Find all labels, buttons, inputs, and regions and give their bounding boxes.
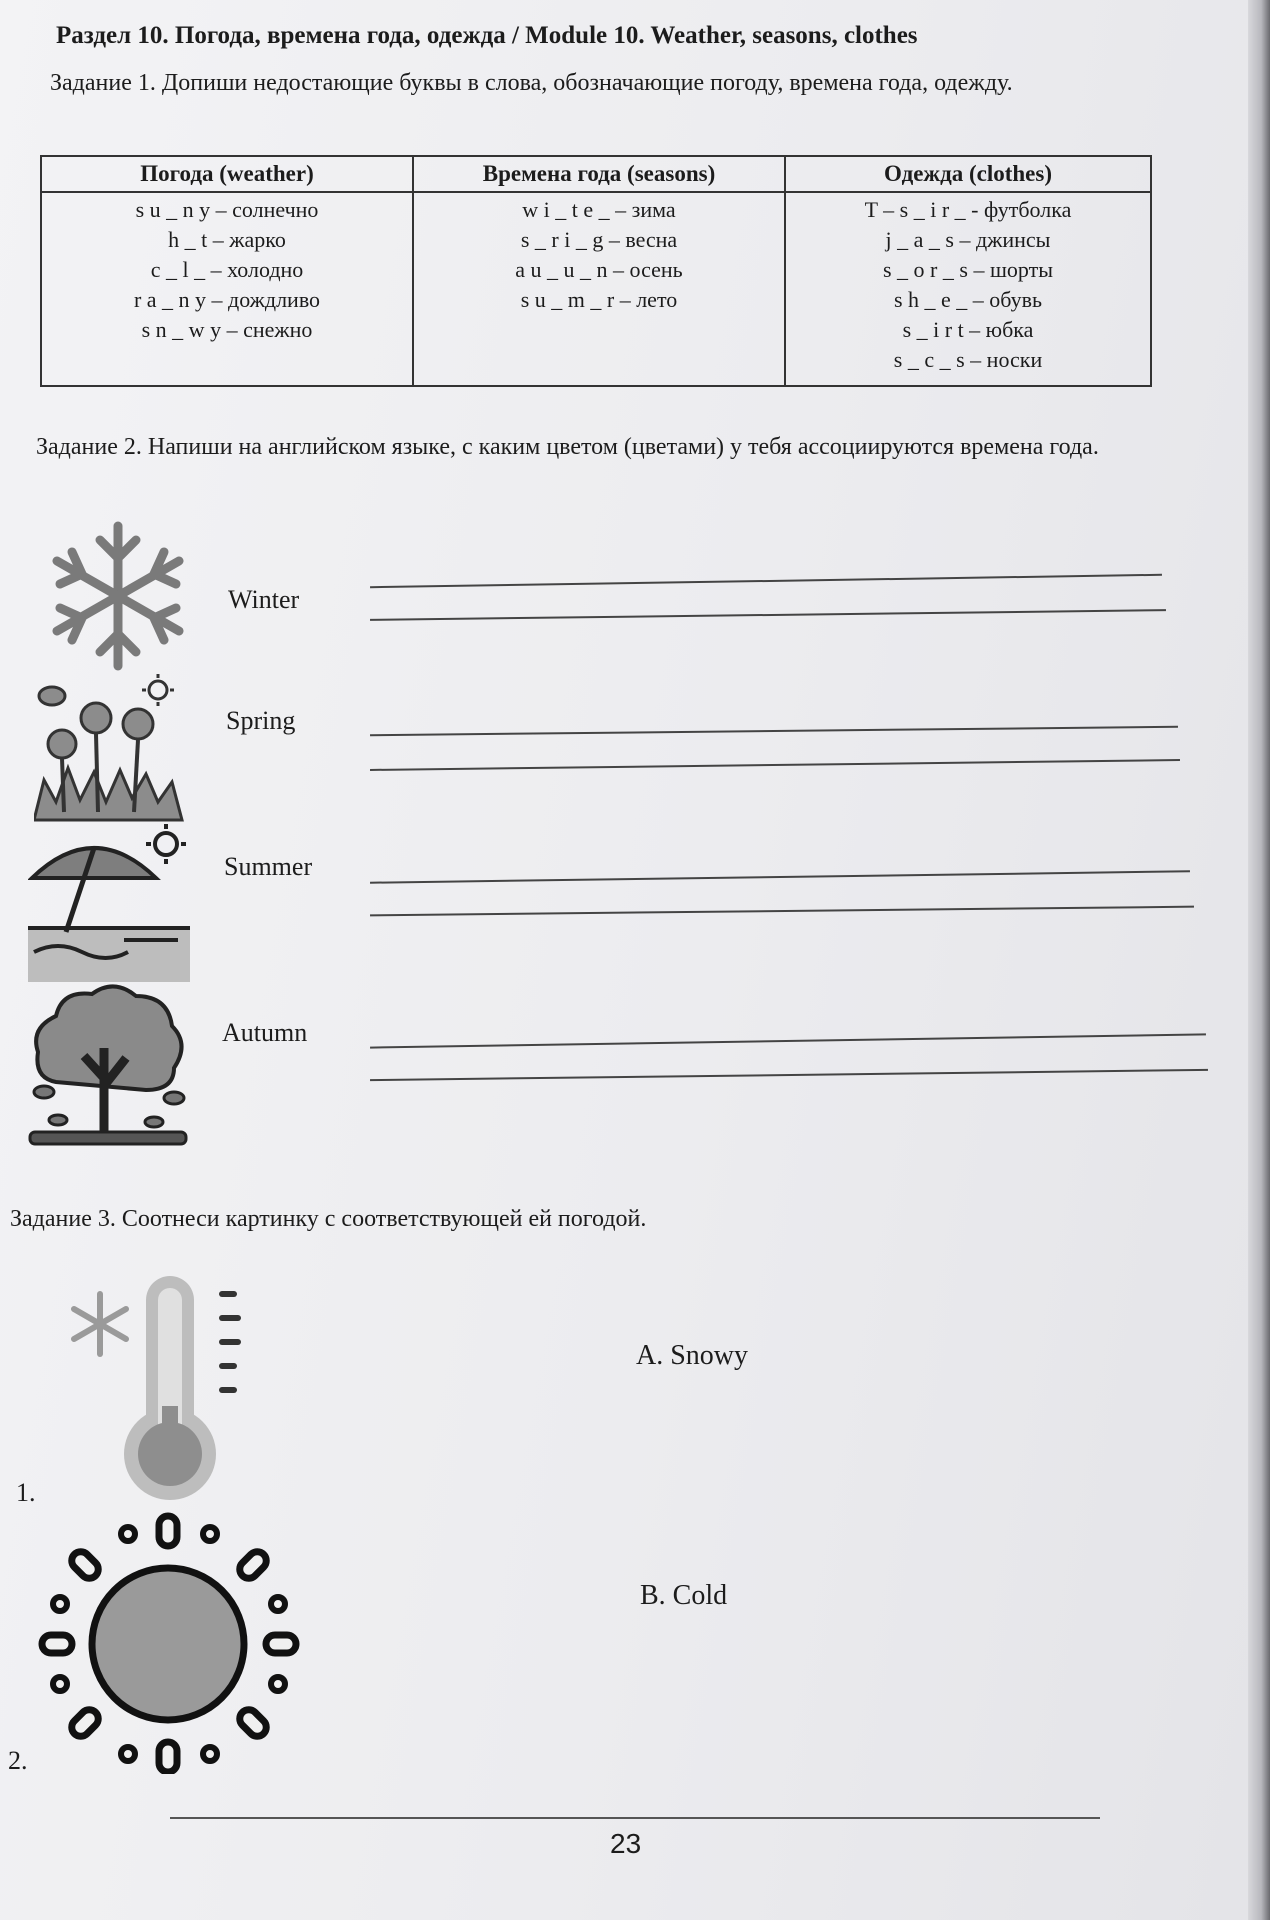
answer-line[interactable]	[370, 870, 1190, 883]
footer-divider	[170, 1817, 1100, 1819]
table-cell: c _ l _ – холодно	[150, 257, 304, 282]
table-cell: h _ t – жарко	[168, 227, 286, 252]
task2-instructions: Задание 2. Напиши на английском языке, с каким цветом (цветами) у тебя ассоциируются времена года.	[36, 434, 1099, 460]
section-heading: Раздел 10. Погода, времена года, одежда / Module 10. Weather, seasons, clothes	[56, 22, 918, 49]
table-header: Времена года (seasons)	[414, 157, 784, 193]
task1-instructions: Задание 1. Допиши недостающие буквы в слова, обозначающие погоду, времена года, одежду.	[50, 70, 1013, 96]
answer-line[interactable]	[370, 759, 1180, 771]
item-number: 2.	[8, 1746, 28, 1775]
table-cell: j _ a _ s – джинсы	[885, 227, 1051, 252]
table-cell: a u _ u _ n – осень	[515, 257, 683, 282]
table-cell: s _ c _ s – носки	[893, 347, 1043, 372]
page-edge	[1248, 0, 1270, 1920]
table-cell: s h _ e _ – обувь	[893, 287, 1043, 312]
task3-instructions: Задание 3. Соотнеси картинку с соответствующей ей погодой.	[10, 1206, 647, 1232]
table-cell: s u _ n y – солнечно	[135, 197, 319, 222]
season-label-spring: Spring	[226, 706, 296, 735]
table-column-seasons	[414, 157, 786, 385]
snowflake-icon	[40, 518, 196, 674]
table-cell: r a _ n y – дождливо	[133, 287, 321, 312]
option-a: A. Snowy	[636, 1340, 749, 1371]
table-column-clothes	[786, 157, 1150, 385]
season-label-autumn: Autumn	[222, 1018, 308, 1047]
item-number: 1.	[16, 1478, 36, 1507]
season-label-winter: Winter	[228, 585, 300, 614]
flowers-icon	[34, 672, 184, 824]
table-header: Одежда (clothes)	[786, 157, 1150, 193]
table-cell: s _ i r t – юбка	[902, 317, 1034, 342]
page-number: 23	[610, 1828, 642, 1859]
answer-line[interactable]	[370, 574, 1162, 588]
letters-table	[40, 155, 1152, 387]
cold-thermometer-icon	[62, 1276, 252, 1506]
answer-line[interactable]	[370, 906, 1194, 917]
answer-line[interactable]	[370, 609, 1166, 621]
answer-line[interactable]	[370, 1069, 1208, 1081]
table-cell: T – s _ i r _ - футболка	[864, 197, 1072, 222]
table-column-weather	[42, 157, 414, 385]
answer-line[interactable]	[370, 726, 1178, 736]
season-label-summer: Summer	[224, 852, 313, 881]
table-cell: s n _ w y – снежно	[141, 317, 313, 342]
beach-umbrella-icon	[28, 824, 190, 982]
table-header: Погода (weather)	[42, 157, 412, 193]
answer-line[interactable]	[370, 1033, 1206, 1048]
option-b: B. Cold	[640, 1580, 728, 1611]
table-cell: s u _ m _ r – лето	[520, 287, 678, 312]
table-cell: s _ r i _ g – весна	[520, 227, 678, 252]
table-cell: s _ o r _ s – шорты	[883, 257, 1053, 282]
tree-icon	[26, 982, 190, 1152]
sun-icon	[38, 1512, 300, 1774]
table-cell: w i _ t e _ – зима	[522, 197, 676, 222]
